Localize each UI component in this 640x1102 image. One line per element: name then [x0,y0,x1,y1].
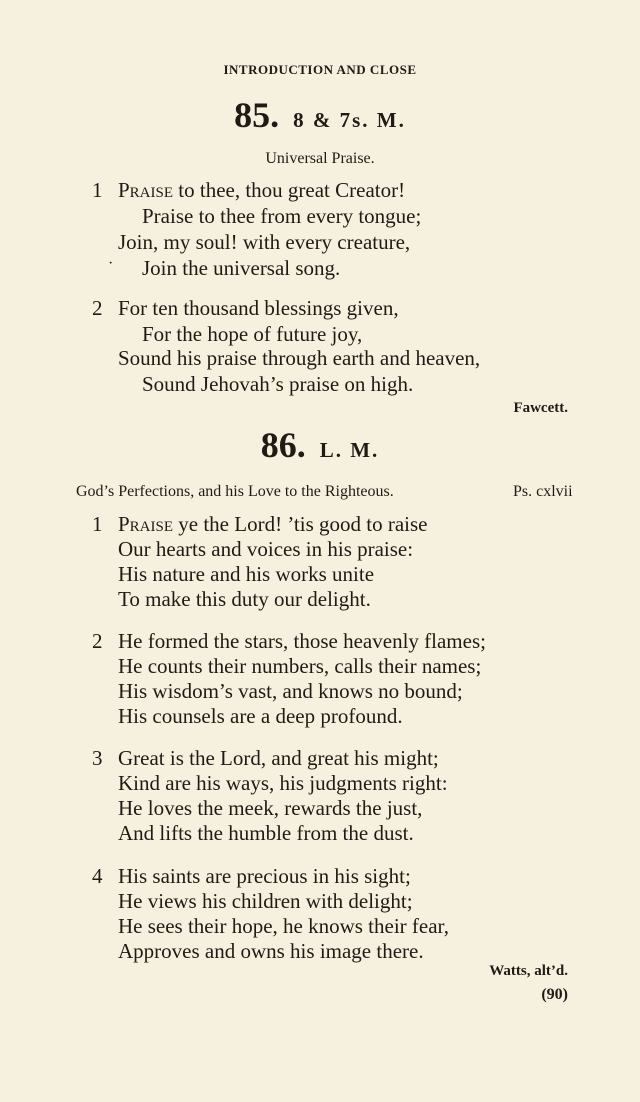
hymn-86-verse-3-line-3: He loves the meek, rewards the just, [118,796,423,820]
hymn-86-verse-4-line-1: His saints are precious in his sight; [118,864,411,888]
ink-speck: · [108,255,114,272]
hymn-85-verse-2-line-3: Sound his praise through earth and heaven, [118,346,481,370]
hymn-86-verse-4-line-2: He views his children with delight; [118,889,413,913]
hymn-86-meter: L. M. [319,438,380,462]
page-number: (90) [541,986,568,1003]
hymn-85-title: Universal Praise. [265,150,375,167]
hymn-86-title: God’s Perfections, and his Love to the Righteous. [76,483,394,500]
hymn-85-verse-2-number: 2 [92,296,103,320]
hymn-86-verse-2-line-4: His counsels are a deep profound. [118,704,403,728]
hymn-86-verse-1-number: 1 [92,512,103,536]
hymn-85-verse-1-line-1 [118,178,405,203]
hymn-86-verse-3-number: 3 [92,746,103,770]
hymn-85-verse-1-number: 1 [92,178,103,202]
hymn-86-verse-4-line-3: He sees their hope, he knows their fear, [118,914,449,938]
hymn-85-heading [0,94,640,136]
hymn-85-verse-1-line-3: Join, my soul! with every creature, [118,230,411,254]
hymn-86-scripture-reference: Ps. cxlvii [513,483,573,500]
hymn-86-verse-1-line-2: Our hearts and voices in his praise: [118,537,414,561]
line-rest: to thee, thou great Creator! [173,178,406,202]
hymn-86-verse-2-number: 2 [92,629,103,653]
hymn-85-number: 85. [234,95,280,135]
hymn-86-verse-2-line-1: He formed the stars, those heavenly flames; [118,629,486,653]
hymn-85-verse-2-line-1: For ten thousand blessings given, [118,296,399,320]
hymn-86-heading [0,424,640,466]
hymn-86-verse-1-line-4: To make this duty our delight. [118,587,371,611]
hymn-86-verse-1-line-3: His nature and his works unite [118,562,375,586]
hymn-85-verse-1-line-4: Join the universal song. [142,256,341,280]
hymn-85-verse-1-line-2: Praise to thee from every tongue; [142,204,422,228]
hymn-86-verse-4-number: 4 [92,864,103,888]
hymn-86-verse-3-line-4: And lifts the humble from the dust. [118,821,414,845]
hymn-85-author: Fawcett. [513,400,568,416]
hymn-86-author: Watts, alt’d. [489,963,568,979]
first-word-small-caps: Praise [118,178,174,202]
running-head: INTRODUCTION AND CLOSE [223,62,417,77]
hymn-86-verse-3-line-1: Great is the Lord, and great his might; [118,746,439,770]
hymn-86-verse-1-line-1 [118,512,428,537]
hymn-86-verse-4-line-4: Approves and owns his image there. [118,939,424,963]
hymn-85-verse-2-line-4: Sound Jehovah’s praise on high. [142,372,414,396]
hymn-86-number: 86. [260,425,306,465]
hymn-86-verse-3-line-2: Kind are his ways, his judgments right: [118,771,448,795]
hymn-85-verse-2-line-2: For the hope of future joy, [142,322,363,346]
hymn-85-meter: 8 & 7s. M. [293,108,406,132]
line-rest: ye the Lord! ’tis good to raise [173,512,428,536]
hymn-86-verse-2-line-3: His wisdom’s vast, and knows no bound; [118,679,463,703]
first-word-small-caps: Praise [118,512,174,536]
hymn-86-verse-2-line-2: He counts their numbers, calls their names; [118,654,482,678]
